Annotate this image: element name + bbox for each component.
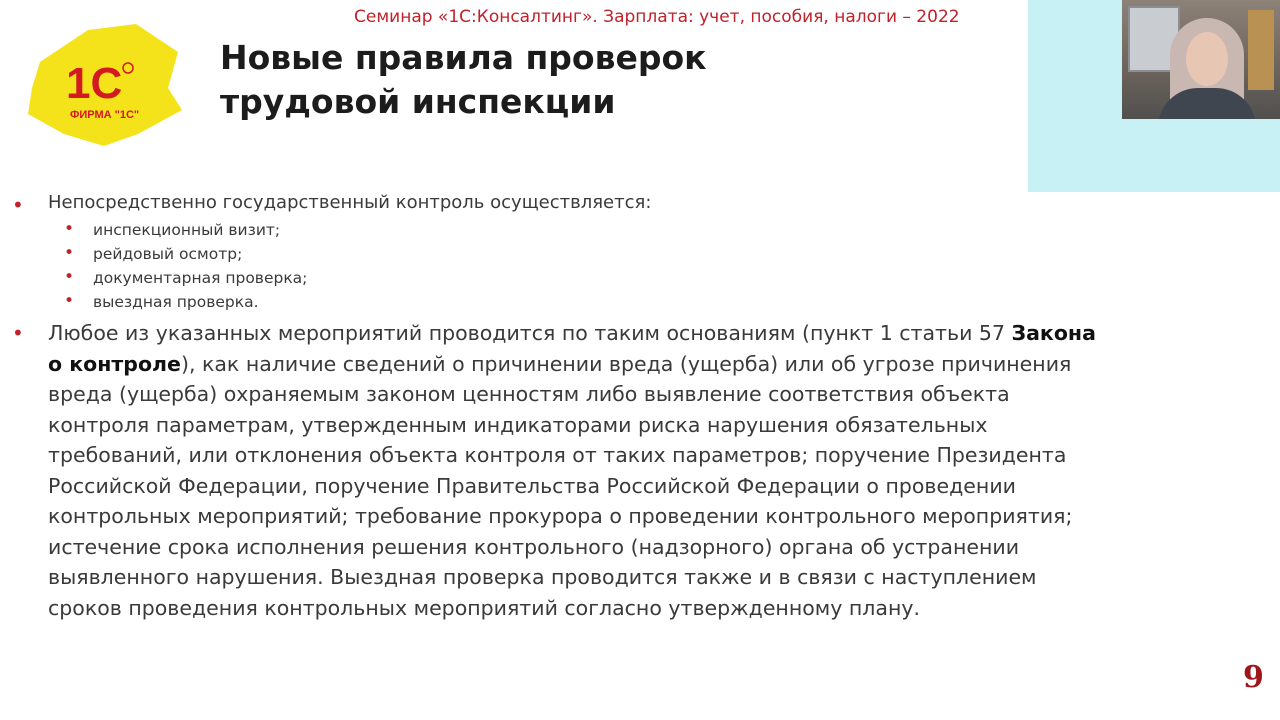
- slide-title-line-2: трудовой инспекции: [220, 82, 616, 121]
- grounds-paragraph: [48, 318, 1268, 623]
- webcam-video: [1122, 0, 1280, 119]
- paragraph-line: [48, 593, 1268, 624]
- paragraph-text: ), как наличие сведений о причинении вреда (ущерба) или об угрозе причинения: [180, 351, 1072, 376]
- law-reference: о контроле: [48, 351, 181, 376]
- paragraph-line: [48, 562, 1268, 593]
- bullet-icon: •: [64, 291, 75, 311]
- webcam-background-shelf: [1248, 10, 1274, 90]
- intro-text: Непосредственно государственный контроль осуществляется:: [48, 192, 652, 213]
- paragraph-text: истечение срока исполнения решения контрольного (надзорного) органа об устранении: [48, 534, 1020, 559]
- paragraph-text: выявленного нарушения. Выездная проверка проводится также и в связи с наступлением: [48, 565, 1037, 589]
- bullet-icon: •: [64, 267, 75, 287]
- paragraph-line: [48, 440, 1268, 471]
- paragraph-text: Российской Федерации, поручение Правительства Российской Федерации о проведении: [48, 473, 1016, 498]
- paragraph-line: [48, 410, 1268, 441]
- firma-1c-logo: [18, 18, 188, 150]
- bullet-icon: •: [64, 243, 75, 263]
- bullet-icon: •: [12, 193, 24, 217]
- paragraph-text: требований, или отклонения объекта контроля от таких параметров; поручение Президента: [48, 443, 1067, 467]
- paragraph-line: [48, 318, 1268, 349]
- paragraph-text: контроля параметрам, утвержденным индикаторами риска нарушения обязательных: [48, 412, 988, 437]
- bullet-icon: •: [12, 321, 24, 345]
- slide-title: [220, 36, 707, 124]
- slide-title-line-1: Новые правила проверок: [220, 38, 707, 77]
- paragraph-text: Любое из указанных мероприятий проводится по таким основаниям (пункт 1 статьи 57: [48, 321, 1012, 345]
- paragraph-line: [48, 379, 1268, 410]
- page-number: 9: [1243, 660, 1264, 695]
- seminar-caption: Семинар «1С:Консалтинг». Зарплата: учет, пособия, налоги – 2022: [354, 7, 960, 27]
- paragraph-line: [48, 471, 1268, 502]
- law-reference: Закона: [1011, 321, 1096, 345]
- paragraph-line: [48, 349, 1268, 380]
- svg-text:1С: 1С: [66, 59, 123, 108]
- paragraph-text: вреда (ущерба) охраняемым законом ценностям либо выявление соответствия объекта: [48, 382, 1010, 406]
- list-item: рейдовый осмотр;: [93, 245, 243, 263]
- paragraph-line: [48, 532, 1268, 563]
- list-item: выездная проверка.: [93, 293, 259, 311]
- paragraph-text: сроков проведения контрольных мероприятий согласно утвержденному плану.: [48, 595, 921, 620]
- paragraph-text: контрольных мероприятий; требование прокурора о проведении контрольного мероприятия;: [48, 504, 1073, 528]
- paragraph-line: [48, 501, 1268, 532]
- control-types-list: [93, 218, 307, 314]
- list-item: инспекционный визит;: [93, 221, 281, 239]
- bullet-icon: •: [64, 219, 75, 239]
- list-item: документарная проверка;: [93, 269, 308, 287]
- svg-text:ФИРМА "1С": ФИРМА "1С": [70, 109, 140, 121]
- presenter-face: [1186, 32, 1228, 86]
